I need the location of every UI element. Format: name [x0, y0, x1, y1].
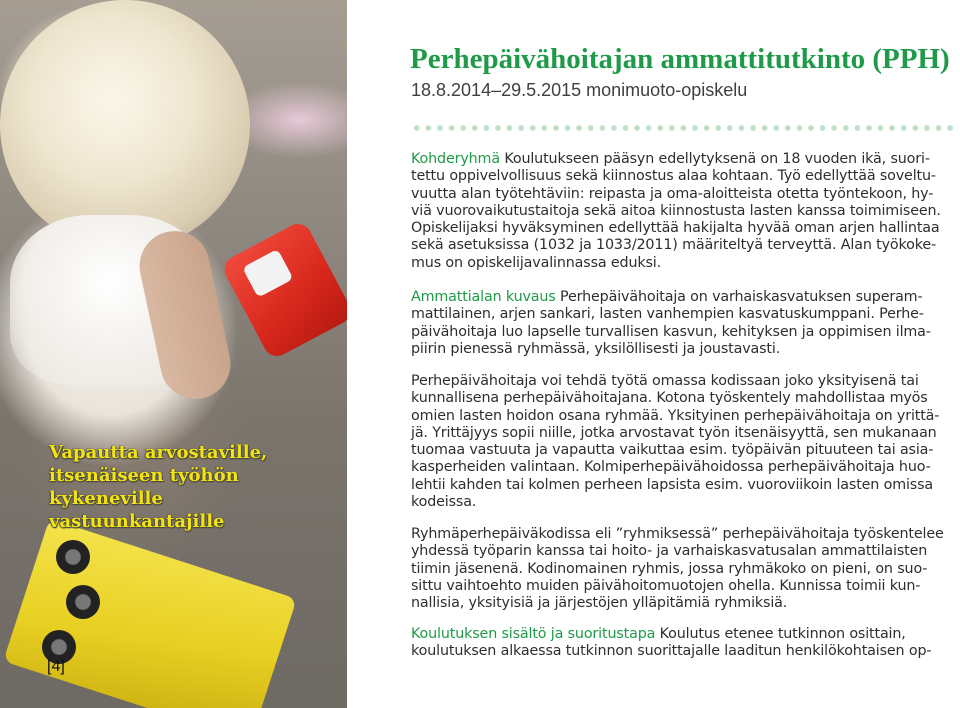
content-heading: Koulutuksen sisältö ja suoritustapa	[411, 626, 656, 642]
paragraph-line: lehtii kahden tai kolmen perheen lapsista esim. vuoroviikoin lasten omissa	[411, 476, 934, 493]
photo-yellow-toy-truck	[3, 518, 297, 708]
page-title: Perhepäivähoitajan ammattitutkinto (PPH)	[410, 43, 950, 75]
slogan-line: kykeneville	[49, 488, 163, 509]
paragraph-line: Ryhmäperhepäiväkodissa eli ”ryhmiksessä” perhepäivähoitaja työskentelee	[411, 526, 944, 542]
paragraph-line: viä vuorovaikutustaitoja sekä aitoa kiinnostusta lasten kanssa toimimiseen.	[411, 202, 941, 219]
paragraph-line: kunnallisena perhepäivähoitajana. Kotona työskentely mahdollistaa myös	[411, 390, 928, 407]
target-group-heading: Kohderyhmä	[411, 151, 500, 167]
photo-slogan	[49, 441, 299, 533]
paragraph-line: yhdessä työparin kanssa tai hoito- ja varhaiskasvatusalan ammattilaisten	[411, 543, 928, 560]
photo-truck-wheel	[56, 540, 90, 574]
paragraph-line: Perhepäivähoitaja voi tehdä työtä omassa kodissaan joko yksityisenä tai	[411, 373, 919, 389]
paragraph-line: Opiskelijaksi hyväksyminen edellyttää hakijalta hyvää oman arjen hallintaa	[411, 220, 940, 237]
paragraph-line: nallisia, yksityisiä ja järjestöjen ylläpitämiä ryhmiksiä.	[411, 595, 788, 612]
paragraph-line: mus on opiskelijavalinnassa eduksi.	[411, 254, 661, 271]
field-description-heading: Ammattialan kuvaus	[411, 289, 556, 305]
paragraph-line: tuomaa vastuuta ja vapautta vaikuttaa esim. työpäivän pituuteen tai asia-	[411, 442, 934, 459]
group-care-paragraph	[411, 526, 957, 612]
photo-truck-wheel	[66, 585, 100, 619]
paragraph-line: vuutta alan työtehtäviin: reipasta ja oma-aloitteista otetta työntekoon, hy-	[411, 185, 934, 202]
photo-child-hair	[0, 0, 250, 250]
paragraph-line: Perhepäivähoitaja on varhaiskasvatuksen superam-	[555, 289, 923, 305]
slogan-line: vastuunkantajille	[49, 511, 225, 532]
content-paragraph	[411, 626, 957, 661]
paragraph-line: tiimin jäsenenä. Kodinomainen ryhmis, jossa ryhmäkoko on pieni, on suo-	[411, 560, 928, 577]
paragraph-line: piirin pienessä ryhmässä, yksilöllisesti ja joustavasti.	[411, 340, 781, 357]
paragraph-line: sittu vaihtoehto muiden päivähoitomuotojen ohella. Kunnissa toimii kun-	[411, 577, 921, 594]
paragraph-line: Koulutukseen pääsyn edellytyksenä on 18 vuoden ikä, suori-	[499, 151, 930, 167]
photo-red-toy-car	[220, 219, 347, 361]
paragraph-line: kodeissa.	[411, 494, 477, 511]
paragraph-line: jä. Yrittäjyys sopii niille, jotka arvostavat työn itsenäisyyttä, sen mukanaan	[411, 424, 937, 441]
target-group-paragraph	[411, 151, 957, 272]
slogan-line: itsenäiseen työhön	[49, 465, 239, 486]
course-dates: 18.8.2014–29.5.2015 monimuoto-opiskelu	[411, 80, 748, 100]
page-number: [4]	[47, 658, 65, 675]
dotted-divider	[411, 124, 957, 132]
paragraph-line: tettu oppivelvollisuus sekä kiinnostus alaa kohtaan. Työ edellyttää soveltu-	[411, 168, 936, 185]
slogan-line: Vapautta arvostaville,	[49, 442, 268, 463]
paragraph-line: omien lasten hoidon osana ryhmää. Yksityinen perhepäivähoitaja on yrittä-	[411, 407, 940, 424]
paragraph-line: sekä asetuksissa (1032 ja 1033/2011) määriteltyä terveyttä. Alan työkoke-	[411, 237, 936, 254]
home-care-paragraph	[411, 373, 957, 511]
paragraph-line: Koulutus etenee tutkinnon osittain,	[655, 626, 906, 642]
paragraph-line: mattilainen, arjen sankari, lasten vanhempien kasvatuskumppani. Perhe-	[411, 306, 924, 323]
paragraph-line: koulutuksen alkaessa tutkinnon suorittajalle laaditun henkilökohtaisen op-	[411, 643, 932, 660]
child-playing-photo	[0, 0, 347, 708]
paragraph-line: kasperheiden valintaan. Kolmiperhepäivähoidossa perhepäivähoitaja huo-	[411, 459, 931, 476]
paragraph-line: päivähoitaja luo lapselle turvallisen kasvun, kehityksen ja oppimisen ilma-	[411, 323, 931, 340]
field-description-paragraph	[411, 289, 957, 358]
